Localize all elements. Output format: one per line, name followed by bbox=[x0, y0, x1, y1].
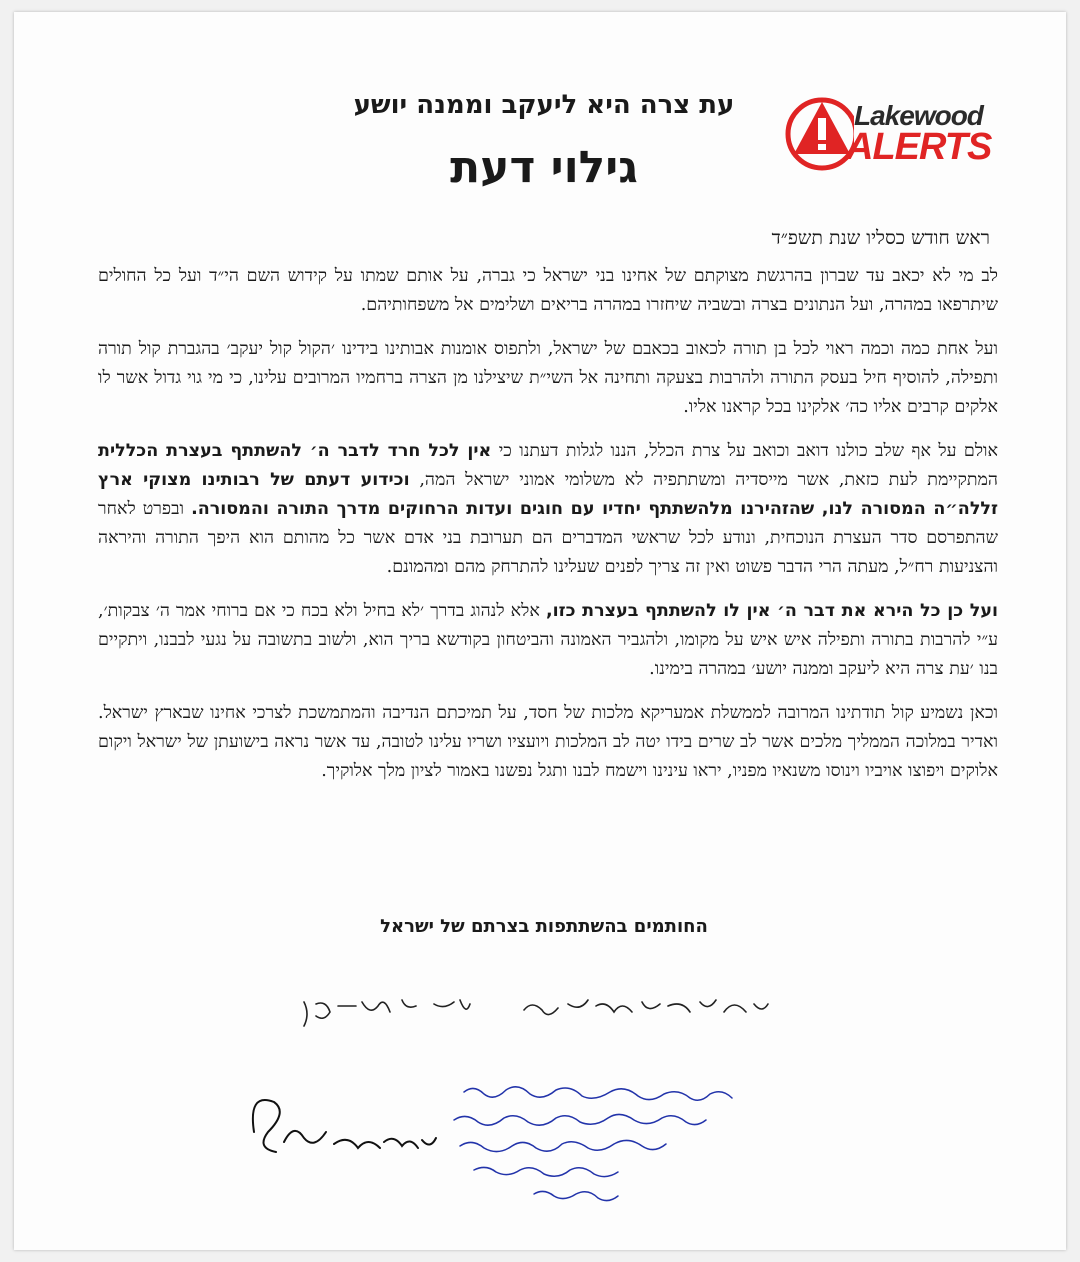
paragraph-4-tail: אלא לנהוג בדרך ׳לא בחיל ולא בכח כי אם ברוחי אמר ה׳ צבקות׳, ע״י להרבות בתורה ותפילה איש איש על מקומו, ולהגביר האמונה והביטחון בקודשא בריך הוא, ולשוב בתשובה על נגעי לבבנו, ויתקיים בנו ׳עת צרה היא ליעקב וממנה יושע׳ במהרה בימינו. bbox=[98, 601, 998, 679]
signers-heading: החותמים בהשתתפות בצרתם של ישראל bbox=[380, 916, 708, 937]
paragraph-4-bold: ועל כן כל הירא את דבר ה׳ אין לו להשתתף בעצרת כזו, bbox=[545, 601, 998, 621]
paragraph-2: ועל אחת כמה וכמה ראוי לכל בן תורה לכאוב בכאבם של ישראל, ולתפוס אומנות אבותינו בידינו ׳הקול קול יעקב׳ בהגברת קול תורה ותפילה, להוסיף חיל בעסק התורה ולהרבות בצעקה ותחינה אל השי״ת שיצילנו מן הצרה ברחמיו המרובים עלינו, כי מי גוי גדול אשר לו אלקים קרבים אליו כה׳ אלקינו בכל קראנו אליו. bbox=[98, 339, 999, 417]
paragraph-1: לב מי לא יכאב עד שברון בהרגשת מצוקתם של אחינו בני ישראל כי גברה, על אותם שמתו על קידוש השם הי״ד ועל כל החולים שיתרפאו במהרה, ועל הנתונים בצרה ובשביה שיחזרו במהרה בריאים ושלימים אל משפחותיהם. bbox=[98, 266, 998, 315]
letter-body bbox=[98, 262, 998, 801]
paragraph-3-tail: ובפרט לאחר שהתפרסם סדר העצרת הנוכחית, ונודע לכל שראשי המדברים הם תערובת בני אדם אשר כל מהותם הוא היפך התורה והיראה והצניעות רח״ל, מעתה הרי הדבר פשוט ואין זה צריך לפנים שעלינו להתרחק מהם ומהמונם. bbox=[98, 499, 998, 577]
paragraph-3-bold-1: אין לכל חרד לדבר ה׳ להשתתף בעצרת הכללית bbox=[98, 441, 492, 461]
document-page bbox=[14, 12, 1066, 1250]
paragraph-3 bbox=[98, 437, 998, 582]
header-motto: עת צרה היא ליעקב וממנה יושע bbox=[353, 90, 735, 120]
lakewood-alerts-logo bbox=[784, 90, 1014, 180]
paragraph-4 bbox=[98, 597, 998, 684]
paragraph-3-mid: המתקיימת לעת כזאת, אשר מייסדיה ומשתתפיה לא משלומי אמוני ישראל המה, bbox=[409, 470, 998, 490]
paragraph-3-lead: אולם על אף שלב כולנו דואב וכואב על צרת הכלל, הננו לגלות דעתנו כי bbox=[491, 441, 998, 461]
logo-word-lakewood: Lakewood bbox=[854, 100, 983, 131]
logo-word-alerts: ALERTS bbox=[846, 126, 992, 168]
document-date: ראש חודש כסליו שנת תשפ״ד bbox=[771, 227, 990, 249]
paragraph-5: וכאן נשמיע קול תודתינו המרובה לממשלת אמעריקא מלכות של חסד, על תמיכתם הנדיבה והמתמשכת לצרכי אחינו שבארץ ישראל. ואדיר במלוכה הממליך מלכים אשר לב שרים בידו יטה לב המלכות ויועציו ושריו עלינו לטובה, עד אשר נראה בישועתן של ישראל ויקום אלוקים ויפוצו אויביו וינוסו משנאיו מפניו, יראו עינינו וישמח לבנו ותגל נפשנו באמור לציון מלך אלוקיך. bbox=[98, 703, 998, 781]
handwritten-signatures bbox=[234, 982, 874, 1232]
alert-triangle-icon bbox=[784, 94, 854, 174]
paragraph-3-bold-2: וכידוע דעתם של רבותינו מצוקי ארץ זללה״ה המסורה לנו, שהזהירנו מלהשתתף יחדיו עם חוגים ועדות הרחוקים מדרך התורה והמסורה. bbox=[98, 470, 999, 519]
page-title: גילוי דעת bbox=[450, 142, 638, 193]
